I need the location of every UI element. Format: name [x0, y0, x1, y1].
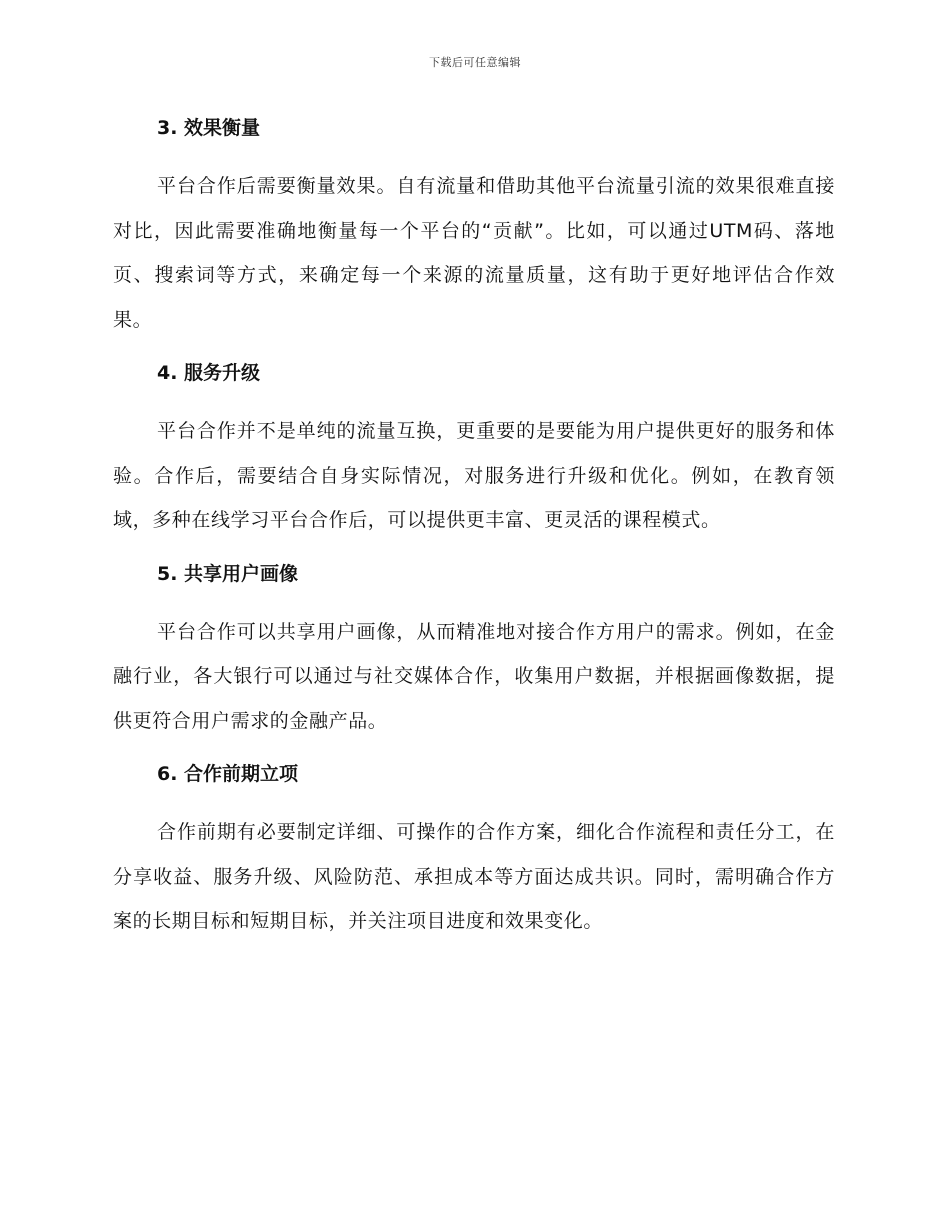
section-heading: 5. 共享用户画像	[157, 562, 299, 585]
section-effect-measurement	[113, 112, 835, 342]
page-header-note: 下载后可任意编辑	[429, 56, 521, 69]
section-paragraph: 平台合作后需要衡量效果。自有流量和借助其他平台流量引流的效果很难直接对比，因此需要准确地衡量每一个平台的“贡献”。比如，可以通过UTM码、落地页、搜索词等方式，来确定每一个来源的流量质量，这有助于更好地评估合作效果。	[113, 175, 835, 331]
section-early-project-setup	[113, 758, 835, 944]
section-heading: 3. 效果衡量	[157, 117, 261, 139]
section-heading: 6. 合作前期立项	[157, 763, 299, 785]
section-paragraph: 平台合作可以共享用户画像，从而精准地对接合作方用户的需求。例如，在金融行业，各大银行可以通过与社交媒体合作，收集用户数据，并根据画像数据，提供更符合用户需求的金融产品。	[113, 620, 835, 732]
section-service-upgrade	[113, 357, 835, 543]
section-paragraph: 平台合作并不是单纯的流量互换，更重要的是要能为用户提供更好的服务和体验。合作后，需要结合自身实际情况，对服务进行升级和优化。例如，在教育领域，多种在线学习平台合作后，可以提供更丰富、更灵活的课程模式。	[113, 420, 835, 531]
section-paragraph: 合作前期有必要制定详细、可操作的合作方案，细化合作流程和责任分工，在分享收益、服务升级、风险防范、承担成本等方面达成共识。同时，需明确合作方案的长期目标和短期目标，并关注项目进度和效果变化。	[113, 821, 835, 932]
section-heading: 4. 服务升级	[157, 362, 261, 384]
section-shared-user-profile	[113, 558, 835, 744]
document-body	[113, 112, 835, 959]
